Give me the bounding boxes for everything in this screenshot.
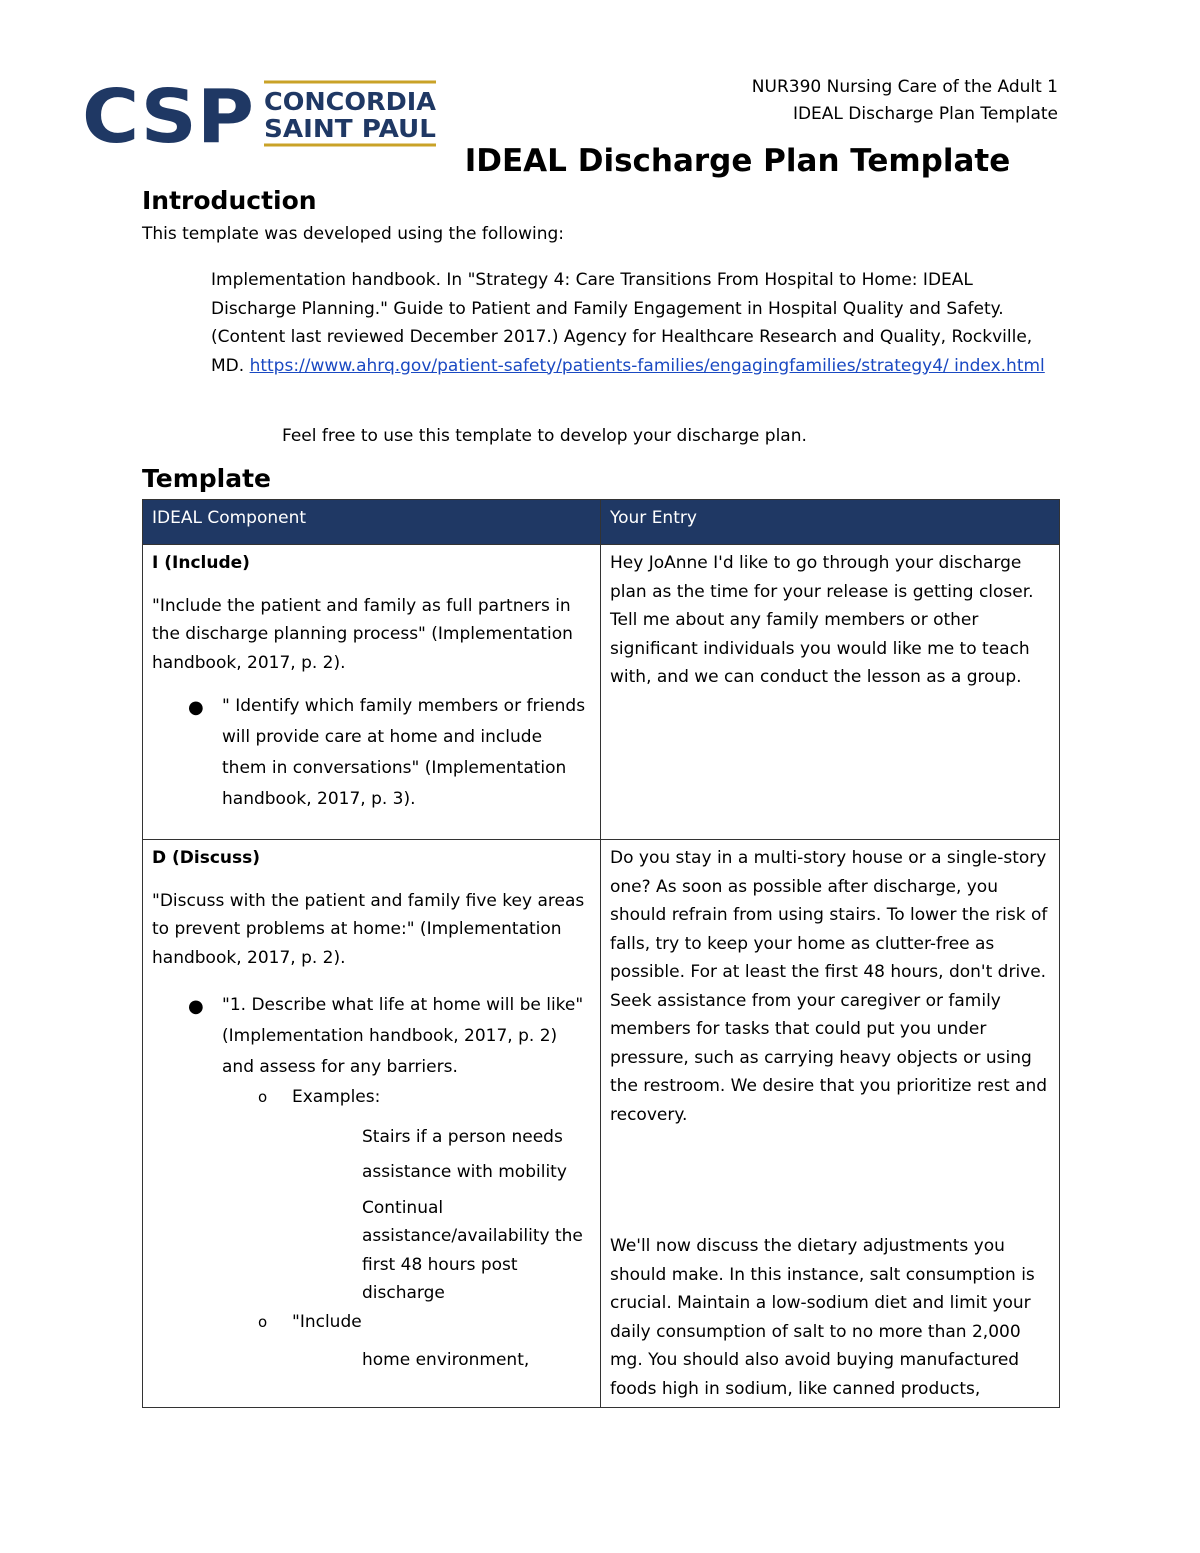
- discuss-entry-text-2: We'll now discuss the dietary adjustments you should make. In this instance, salt consumption is crucial. Maintain a low-sodium diet and limit your daily consumption of salt to no more than 2,000 mg. You should also avoid buying manufactured foods high in sodium, like canned products,: [610, 1236, 1035, 1399]
- column-header-component: IDEAL Component: [143, 500, 601, 545]
- concordia-saint-paul-logo: [82, 78, 438, 148]
- include-entry-text: Hey JoAnne I'd like to go through your discharge plan as the time for your release is getting closer. Tell me about any family members or other significant individuals you would like me to teach with, and we can conduct the lesson as a group.: [610, 553, 1034, 687]
- running-header: [752, 74, 1058, 128]
- discuss-quote: "Discuss with the patient and family five key areas to prevent problems at home:" (Implementation handbook, 2017, p. 2).: [152, 890, 585, 968]
- include-component-cell: [143, 545, 601, 840]
- ideal-template-table: [142, 499, 1060, 1408]
- include-quote: "Include the patient and family as full partners in the discharge planning process" (Implementation handbook, 2017, p. 2).: [152, 595, 573, 673]
- table-header-row: [143, 500, 1060, 545]
- citation-text: Implementation handbook. In "Strategy 4: Care Transitions From Hospital to Home: IDEAL Discharge Planning." Guide to Patient and Family Engagement in Hospital Quality and Safety. (Content last reviewed December 2017.) Agency for Healthcare Research and Quality, Rockville, MD.: [211, 270, 1033, 376]
- discuss-bullet-text: "1. Describe what life at home will be like" (Implementation handbook, 2017, p. 2) and assess for any barriers.: [222, 995, 584, 1077]
- example-item-stairs: Stairs if a person needs assistance with mobility: [362, 1126, 567, 1182]
- bullet-icon: ●: [188, 697, 204, 718]
- include-bullet-text: " Identify which family members or friends will provide care at home and include them in conversations" (Implementation handbook, 2017, p. 3).: [222, 696, 586, 809]
- sub-bullet-icon: o: [258, 1088, 268, 1106]
- header-course: NUR390 Nursing Care of the Adult 1: [751, 77, 1058, 97]
- template-heading: Template: [142, 464, 271, 493]
- include-entry-cell[interactable]: [601, 545, 1060, 840]
- example-item-assistance: Continual assistance/availability the first 48 hours post discharge: [362, 1197, 583, 1303]
- logo-name-line2: SAINT PAUL: [264, 114, 437, 143]
- discuss-bullet: [152, 990, 591, 1083]
- sub-bullet-icon: o: [258, 1312, 268, 1331]
- header-doc-name: IDEAL Discharge Plan Template: [792, 104, 1058, 124]
- logo-name-line1: CONCORDIA: [264, 87, 437, 116]
- introduction-lead: This template was developed using the following:: [142, 224, 564, 244]
- discuss-entry-text-1: Do you stay in a multi-story house or a single-story one? As soon as possible after discharge, you should refrain from using stairs. To lower the risk of falls, try to keep your home as clutter-free as possible. For at least the first 48 hours, don't drive. Seek assistance from your caregiver or family members for tasks that could put you under pressure, such as carrying heavy objects or using the restroom. We desire that you prioritize rest and recovery.: [610, 848, 1048, 1125]
- feel-free-note: Feel free to use this template to develop your discharge plan.: [282, 426, 807, 446]
- introduction-heading: Introduction: [142, 186, 317, 215]
- include-bullet: [152, 691, 591, 815]
- discuss-sub-include: [152, 1308, 591, 1337]
- logo-mark: CSP: [82, 78, 254, 148]
- bullet-icon: ●: [188, 996, 204, 1017]
- discuss-sub-examples: [152, 1083, 591, 1112]
- include-label: "Include: [292, 1311, 362, 1332]
- include-item-home: home environment,: [362, 1350, 530, 1370]
- table-row-include: [143, 545, 1060, 840]
- include-name: I (Include): [152, 553, 250, 573]
- examples-label: Examples:: [292, 1087, 381, 1107]
- discuss-entry-cell[interactable]: [601, 840, 1060, 1408]
- citation: [211, 266, 1061, 380]
- citation-link[interactable]: https://www.ahrq.gov/patient-safety/patients-families/engagingfamilies/strategy4/ index.html: [249, 355, 1045, 376]
- column-header-entry: Your Entry: [601, 500, 1060, 545]
- discuss-name: D (Discuss): [152, 848, 261, 868]
- table-row-discuss: [143, 840, 1060, 1408]
- document-title: IDEAL Discharge Plan Template: [464, 143, 1011, 179]
- discuss-component-cell: [143, 840, 601, 1408]
